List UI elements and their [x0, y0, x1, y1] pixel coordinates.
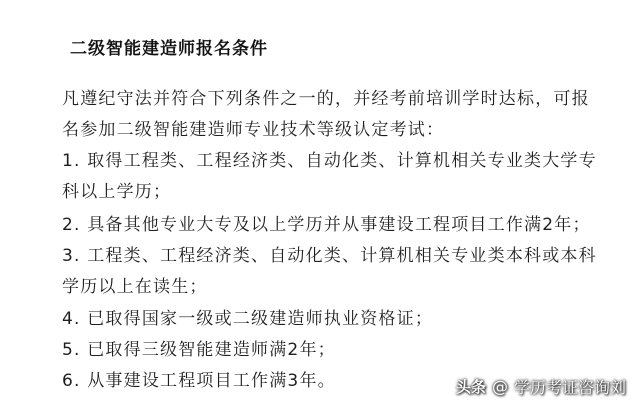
- watermark-at-sign: @: [491, 377, 508, 396]
- condition-1-line-1: 1. 取得工程类、工程经济类、自动化类、计算机相关专业类大学专: [62, 151, 597, 171]
- intro-line-2: 名参加二级智能建造师专业技术等级认定考试：: [62, 120, 445, 140]
- intro-line-1: 凡遵纪守法并符合下列条件之一的，并经考前培训学时达标，可报: [62, 89, 590, 109]
- condition-3-line-1: 3. 工程类、工程经济类、自动化类、计算机相关专业类本科或本科: [62, 246, 597, 266]
- document-title: 二级智能建造师报名条件: [70, 39, 268, 59]
- condition-4: 4. 已取得国家一级或二级建造师执业资格证；: [62, 309, 434, 329]
- condition-2: 2. 具备其他专业大专及以上学历并从事建设工程项目工作满2年；: [62, 215, 591, 235]
- condition-6: 6. 从事建设工程项目工作满3年。: [62, 371, 336, 391]
- condition-1-line-2: 科以上学历；: [62, 182, 172, 202]
- watermark-platform: 头条: [455, 378, 486, 396]
- watermark: [456, 375, 626, 398]
- condition-5: 5. 已取得三级智能建造师满2年；: [62, 340, 336, 360]
- watermark-account: 学历考证咨询刘: [513, 378, 626, 397]
- condition-3-line-2: 学历以上在读生；: [62, 277, 208, 297]
